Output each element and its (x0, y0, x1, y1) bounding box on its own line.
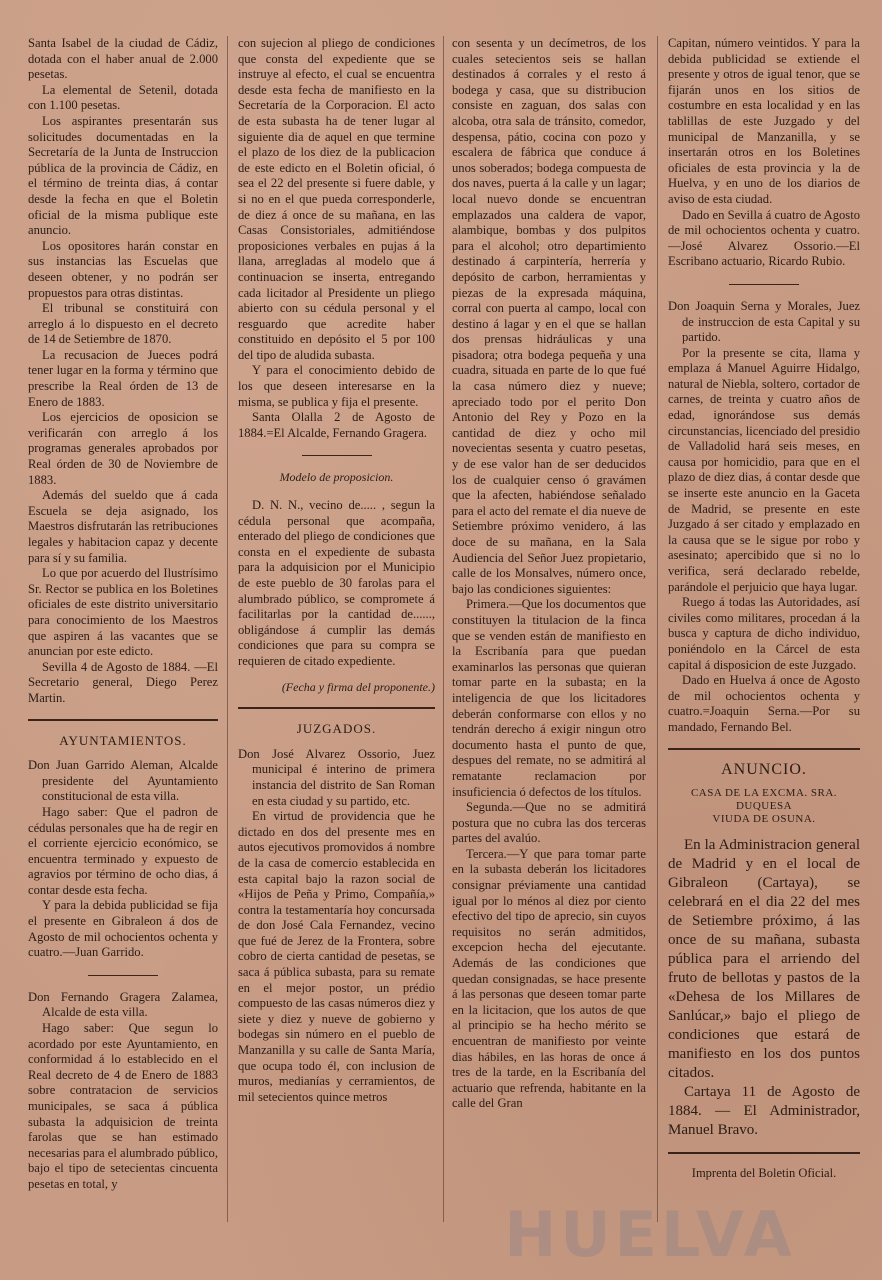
signature-paragraph: Dado en Huelva á once de Agosto de mil ochocientos ochenta y cuatro.=Joaquin Serna.—Por su mandado, Fernando Bel. (668, 673, 860, 734)
paragraph: Tercera.—Y que para tomar parte en la subasta deberán los licitadores consignar préviamente una cantidad igual por lo ménos al diez por ciento efectivo del tipo de aprecio, sin cuyos requisitos no serán admitidos, excepcion hecha del ejecutante. Además de las condiciones que quedan consignadas, se hace presente á las personas que deseen tomar parte en la licitacion, que los autos de que al principio se ha hecho mérito se encuentran de manifiesto por veinte dias hábiles, en las horas de once á tres de la tarde, en la Escribanía del actuario que refrenda, habitante en la calle del Gran (452, 846, 646, 1111)
paragraph: Hago saber: Que segun lo acordado por este Ayuntamiento, en conformidad á lo establecido en el Real decreto de 4 de Enero de 1883 sobre contratacion de servicios municipales, se saca á pública subasta la adquisicion de treinta farolas que se han estimado necesarias para el alumbrado público, bajo el tipo de setecientas cincuenta pesetas en total, y (28, 1021, 218, 1191)
paragraph: La elemental de Setenil, dotada con 1.100 pesetas. (28, 82, 218, 113)
printer-footer: Imprenta del Boletin Oficial. (691, 1166, 837, 1181)
paragraph: Los ejercicios de oposicion se verificarán con arreglo á los programas generales aprobados por Real órden de 30 de Noviembre de 1883. (28, 410, 218, 487)
paragraph: Don Joaquin Serna y Morales, Juez de instruccion de esta Capital y su partido. (668, 298, 860, 345)
section-heading-ayuntamientos: AYUNTAMIENTOS. (59, 732, 187, 748)
column-divider (657, 36, 658, 1222)
signature-paragraph: Dado en Sevilla á cuatro de Agosto de mil ochocientos ochenta y cuatro.—José Alvarez Ossorio.—El Escribano actuario, Ricardo Rubio. (668, 207, 860, 269)
paragraph: Segunda.—Que no se admitirá postura que no cubra las dos terceras partes del avalúo. (452, 800, 646, 846)
paragraph: Lo que por acuerdo del Ilustrísimo Sr. Rector se publica en los Boletines oficiales de este distrito universitario para conocimiento de los Maestros que aspiren á las vacantes que se anuncian por este edicto. (28, 566, 218, 659)
paragraph: Además del sueldo que á cada Escuela se deja asignado, los Maestros disfrutarán las retribuciones legales y habitacion capaz y decente para sí y su familia. (28, 488, 218, 565)
paragraph: con sujecion al pliego de condiciones que consta del expediente que se instruye al efecto, el cual se encuentra desde esta fecha de manifiesto en la Secretaría de la Corporacion. El acto de esta subasta ha de tener lugar al siguiente dia de aquel en que termine el plazo de los diez de la publicacion de este edicto en el Boletin oficial, ó sea el 22 del presente si fuere dable, y si no en el que pueda corresponderle, de diez á once de su mañana, en las Casas Consistoriales, admitiéndose proposiciones verbales en pujas á la llana, arregladas al modelo que á continuacion se inserta, entregando cada licitador al Presidente un pliego abierto con su cédula personal y el resguardo que acredite haber constituido en depósito el 5 por 100 del tipo de aludida subasta. (238, 36, 435, 362)
column-1 (28, 36, 218, 1193)
column-divider (443, 36, 444, 1222)
paragraph: Y para la debida publicidad se fija el presente en Gibraleon á dos de Agosto de mil ochocientos ochenta y cuatro.—Juan Garrido. (28, 898, 218, 960)
column-divider (227, 36, 228, 1222)
paragraph: Hago saber: Que el padron de cédulas personales que ha de regir en el corriente ejercicio económico, se encuentra terminado y expuesto de agravios por término de ocho dias, á contar desde esta fecha. (28, 804, 218, 897)
watermark: HUELVA (504, 1198, 796, 1271)
paragraph: Por la presente se cita, llama y emplaza á Manuel Aguirre Hidalgo, natural de Niebla, soltero, cortador de carnes, de treinta y cuatro años de edad, ignorándose sus demás circunstancias, licenciado del presidio de Valladolid hará seis meses, en causa por homicidio, para que en el plazo de diez dias, á contar desde que se inserte este anuncio en la Gaceta de Madrid, se presente en este Juzgado á ser citado y emplazado en la causa que se le sigue por robo y asesinato; apercibido que si no lo verifica, será declarado rebelde, parándole el perjuicio que haya lugar. (668, 345, 860, 594)
anuncio-subtitle-line: VIUDA DE OSUNA. (712, 813, 816, 826)
paragraph: Y para el conocimiento debido de los que deseen interesarse en la misma, se publica y fija el presente. (238, 363, 435, 409)
paragraph: La recusacion de Jueces podrá tener lugar en la forma y término que prescribe la Real órden de 13 de Enero de 1883. (28, 347, 218, 409)
paragraph: Santa Isabel de la ciudad de Cádiz, dotada con el haber anual de 2.000 pesetas. (28, 36, 218, 82)
paragraph: En virtud de providencia que he dictado en dos del presente mes en autos ejecutivos promovidos á nombre de la casa de comercio establecida en esta capital bajo la razon social de «Hijos de Peña y Primo, Compañía,» contra la testamentaría hoy concursada de don José Cala Fernandez, vecino que fué de Jerez de la Frontera, sobre cobro de cierta cantidad de pesetas, se saca á pública subasta, para su remate en el mejor postor, un prédio compuesto de las casas números diez y siete y diez y nueve de gobierno y bodegas sin número en el pueblo de Manzanilla y su calle de Santa María, que ocupa todo él, con inclusion de muros, medianías y cerramientos, de mil setecientos quince metros (238, 809, 435, 1104)
paragraph: D. N. N., vecino de..... , segun la cédula personal que acompaña, enterado del pliego de condiciones que consta en el expediente de subasta para la adquisicion por el Municipio de este pueblo de 30 farolas para el alumbrado público, se compromete á facilitarlas por la cantidad de......, obligándose á cumplir las demás condiciones que para su compra se requieren de citado expediente. (238, 498, 435, 668)
paragraph: Don Fernando Gragera Zalamea, Alcalde de esta villa. (28, 989, 218, 1020)
paragraph: Los aspirantes presentarán sus solicitudes documentadas en la Secretaría de la Junta de Instruccion pública de la provincia de Cádiz, en el término de treinta dias, á contar desde la fecha en que el Boletin oficial de la misma publique este anuncio. (28, 113, 218, 238)
column-4 (668, 36, 860, 1182)
paragraph: Don Juan Garrido Aleman, Alcalde presidente del Ayuntamiento constitucional de esta villa. (28, 758, 218, 804)
section-divider (28, 719, 218, 721)
item-divider (88, 975, 158, 976)
column-3 (452, 36, 646, 1112)
anuncio-body (668, 836, 860, 1140)
signature-paragraph: Cartaya 11 de Agosto de 1884. — El Administrador, Manuel Bravo. (668, 1084, 860, 1139)
paragraph: Ruego á todas las Autoridades, así civiles como militares, procedan á la busca y captura de dicho individuo, poniéndolo en la Cárcel de esta capital á disposicion de este Juzgado. (668, 595, 860, 672)
paragraph: Capitan, número veintidos. Y para la debida publicidad se extiende el presente y otros de igual tenor, que se fijarán unos en los sitios de costumbre en esta localidad y en las tablillas de este Juzgado y del municipal de Manzanilla, y se insertarán otros en los Boletines oficiales de esta provincia y la de Huelva, y en uno de los diarios de aviso de esta ciudad. (668, 36, 860, 206)
column-2 (238, 36, 435, 1105)
section-divider (668, 1152, 860, 1154)
section-divider (238, 707, 435, 709)
section-heading-juzgados: JUZGADOS. (296, 721, 377, 737)
paragraph: En la Administracion general de Madrid y en el local de Gibraleon (Cartaya), se celebrará en el dia 22 del mes de Setiembre próximo, á las once de su mañana, subasta pública para el arriendo del fruto de bellotas y pastos de la «Dehesa de los Millares de Sanlúcar,» bajo el pliego de condiciones que estará de manifiesto en los dos puntos citados. (668, 837, 860, 1082)
paragraph: con sesenta y un decímetros, de los cuales setecientos seis se hallan destinados á corrales y el resto á bodega y casa, que su distribucion consiste en zaguan, dos salas con alcoba, otra sala de tránsito, comedor, despensa, pátio, cocina con pozo y escalera de fábrica que conduce á unos soberados; bodega compuesta de dos naves, puerta á la calle y un lagar; local nuevo donde se encuentran emplazados una caldera de vapor, alambique, bombas y dos pulpitos para el alcohol; otro departimiento destinado á carpintería, herrería y depósito de carbon, herramientas y piezas de la expresada máquina, corral con puerta al campo, local con destino á lagar y en el que se hallan dos prensas hidráulicas y una pisadora; otra bodega pequeña y una cuadra, situada en parte de lo que fué la casa número diez y nueve; apreciado todo por el perito Don Antonio del Rey y Pozo en la cantidad de diez y ocho mil novecientas sesenta y cuatro pesetas, y de ese valor han de ser deducidos los de cualquier censo ó gravámen que la afecten, habiéndose señalado para el acto del remate el dia nueve de Setiembre próximo venidero, á las doce de su mañana, en la Sala Audiencia del Señor Juez propietario, calle de los Monsalves, número once, bajo las condiciones siguientes: (452, 36, 646, 596)
item-divider (302, 455, 372, 456)
anuncio-subtitle-line: CASA DE LA EXCMA. SRA. DUQUESA (690, 787, 838, 813)
section-heading-anuncio: ANUNCIO. (721, 760, 807, 778)
paragraph: Primera.—Que los documentos que constituyen la titulacion de la finca que se venden están de manifiesto en la Escribanía para que puedan examinarlos las personas que quieran tomar parte en la subasta; en la inteligencia de que los licitadores deberán conformarse con ellos y no tendrán derecho á exigir ningun otro documento hasta el punto de que, despues del remate, no se admitirá al rematante reclamacion por insuficiencia ó defectos de los títulos. (452, 597, 646, 799)
item-divider (729, 284, 799, 285)
signature-note: (Fecha y firma del proponente.) (281, 679, 435, 694)
model-heading: Modelo de proposicion. (279, 470, 394, 485)
section-divider (668, 748, 860, 750)
paragraph: El tribunal se constituirá con arreglo á lo dispuesto en el decreto de 14 de Setiembre de 1870. (28, 301, 218, 347)
signature-paragraph: Santa Olalla 2 de Agosto de 1884.=El Alcalde, Fernando Gragera. (238, 410, 435, 440)
anuncio-subtitle (668, 787, 860, 826)
paragraph: Don José Alvarez Ossorio, Juez municipal é interino de primera instancia del distrito de San Roman en esta ciudad y su partido, etc. (238, 746, 435, 808)
signature-paragraph: Sevilla 4 de Agosto de 1884. —El Secretario general, Diego Perez Martin. (28, 659, 218, 705)
paragraph: Los opositores harán constar en sus instancias las Escuelas que deseen obtener, y no podrán ser propuestos para otras distintas. (28, 238, 218, 300)
